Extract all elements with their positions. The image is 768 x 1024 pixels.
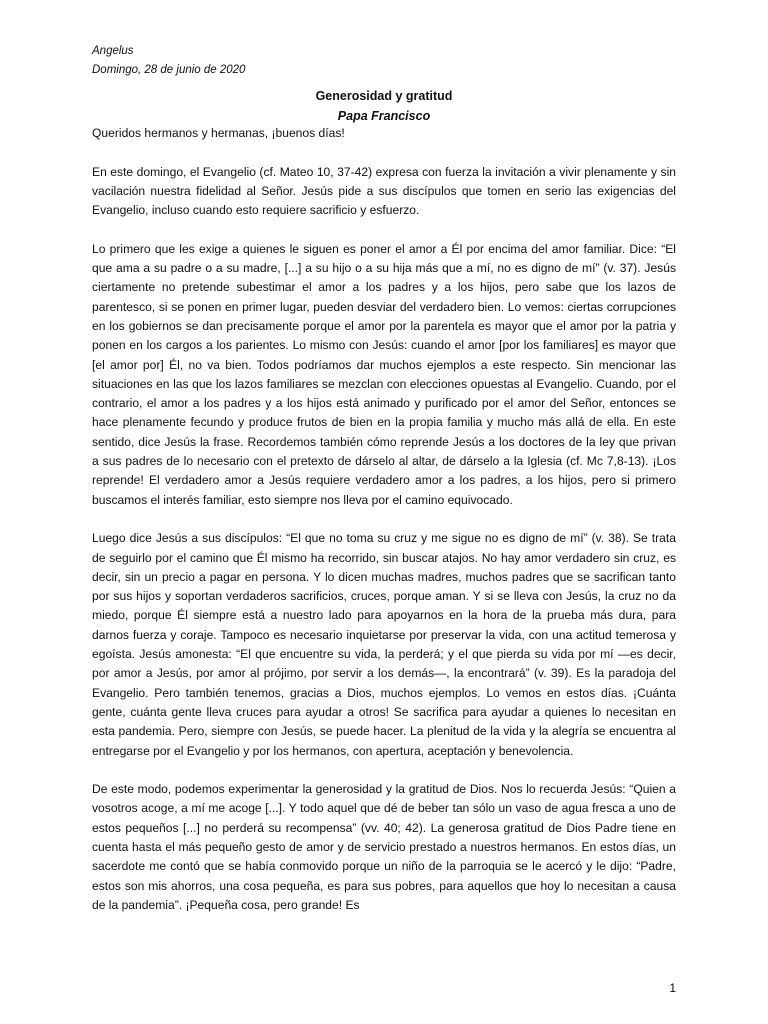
document-header — [92, 42, 245, 80]
document-title: Generosidad y gratitud — [315, 89, 453, 103]
header-title: Angelus — [92, 45, 134, 57]
body-paragraph: Lo primero que les exige a quienes le siguen es poner el amor a Él por encima del amor familiar. Dice: “El que ama a su padre o a su madre, [...] a su hijo o a su hija más que a mí, no es digno de mí” (v. 37). Jesús ciertamente no pretende subestimar el amor a los padres y a los hijos, pero sabe que los lazos de parentesco, si se ponen en primer lugar, pueden desviar del verdadero bien. Lo vemos: ciertas corrupciones en los gobiernos se dan precisamente porque el amor por la parentela es mayor que el amor por la patria y ponen en los cargos a los parientes. Lo mismo con Jesús: cuando el amor [por los familiares] es mayor que [el amor por] Él, no va bien. Todos podríamos dar muchos ejemplos a este respecto. Sin mencionar las situaciones en las que los lazos familiares se mezclan con elecciones opuestas al Evangelio. Cuando, por el contrario, el amor a los padres y a los hijos está animado y purificado por el amor del Señor, entonces se hace plenamente fecundo y produce frutos de bien en la propia familia y mucho más allá de ella. En este sentido, dice Jesús la frase. Recordemos también cómo reprende Jesús a los doctores de la ley que privan a sus padres de lo necesario con el pretexto de dárselo al altar, de dárselo a la Iglesia (cf. Mc 7,8-13). ¡Los reprende! El verdadero amor a Jesús requiere verdadero amor a los padres, a los hijos, pero si primero buscamos el interés familiar, esto siempre nos lleva por el camino equivocado. — [92, 241, 676, 507]
body-paragraph: Luego dice Jesús a sus discípulos: “El que no toma su cruz y me sigue no es digno de mí” (v. 38). Se trata de seguirlo por el camino que Él mismo ha recorrido, sin buscar atajos. No hay amor verdadero sin cruz, es decir, sin un precio a pagar en persona. Y lo dicen muchas madres, muchos padres que se sacrifican tanto por sus hijos y soportan verdaderos sacrificios, cruces, porque aman. Y si se lleva con Jesús, la cruz no da miedo, porque Él siempre está a nuestro lado para apoyarnos en la hora de la prueba más dura, para darnos fuerza y coraje. Tampoco es necesario inquietarse por preservar la vida, con una actitud temerosa y egoísta. Jesús amonesta: “El que encuentre su vida, la perderá; y el que pierda su vida por mí —es decir, por amor a Jesús, por amor al prójimo, por servir a los demás—, la encontrará” (v. 39). Es la paradoja del Evangelio. Pero también tenemos, gracias a Dios, muchos ejemplos. Lo vemos en estos días. ¡Cuánta gente, cuánta gente lleva cruces para ayudar a otros! Se sacrifica para ayudar a quienes lo necesitan en esta pandemia. Pero, siempre con Jesús, se puede hacer. La plenitud de la vida y la alegría se encuentra al entregarse por el Evangelio y por los hermanos, con apertura, aceptación y benevolencia. — [92, 531, 676, 758]
title-block — [92, 87, 676, 126]
document-author: Papa Francisco — [337, 108, 431, 123]
document-body — [92, 124, 676, 915]
header-date: Domingo, 28 de junio de 2020 — [92, 64, 246, 76]
page-number: 1 — [669, 981, 676, 995]
greeting-paragraph: Queridos hermanos y hermanas, ¡buenos días! — [92, 126, 345, 140]
body-paragraph: De este modo, podemos experimentar la generosidad y la gratitud de Dios. Nos lo recuerda Jesús: “Quien a vosotros acoge, a mí me acoge [...]. Y todo aquel que dé de beber tan sólo un vaso de agua fresca a uno de estos pequeños [...] no perderá su recompensa” (vv. 40; 42). La generosa gratitud de Dios Padre tiene en cuenta hasta el más pequeño gesto de amor y de servicio prestado a nuestros hermanos. En estos días, un sacerdote me contó que se había conmovido porque un niño de la parroquia se le acercó y le dijo: “Padre, estos son mis ahorros, una cosa pequeña, es para sus pobres, para aquellos que hoy lo necesitan a causa de la pandemia”. ¡Pequeña cosa, pero grande! Es — [92, 782, 676, 912]
body-paragraph: En este domingo, el Evangelio (cf. Mateo 10, 37-42) expresa con fuerza la invitación a vivir plenamente y sin vacilación nuestra fidelidad al Señor. Jesús pide a sus discípulos que tomen en serio las exigencias del Evangelio, incluso cuando esto requiere sacrificio y esfuerzo. — [92, 164, 676, 218]
